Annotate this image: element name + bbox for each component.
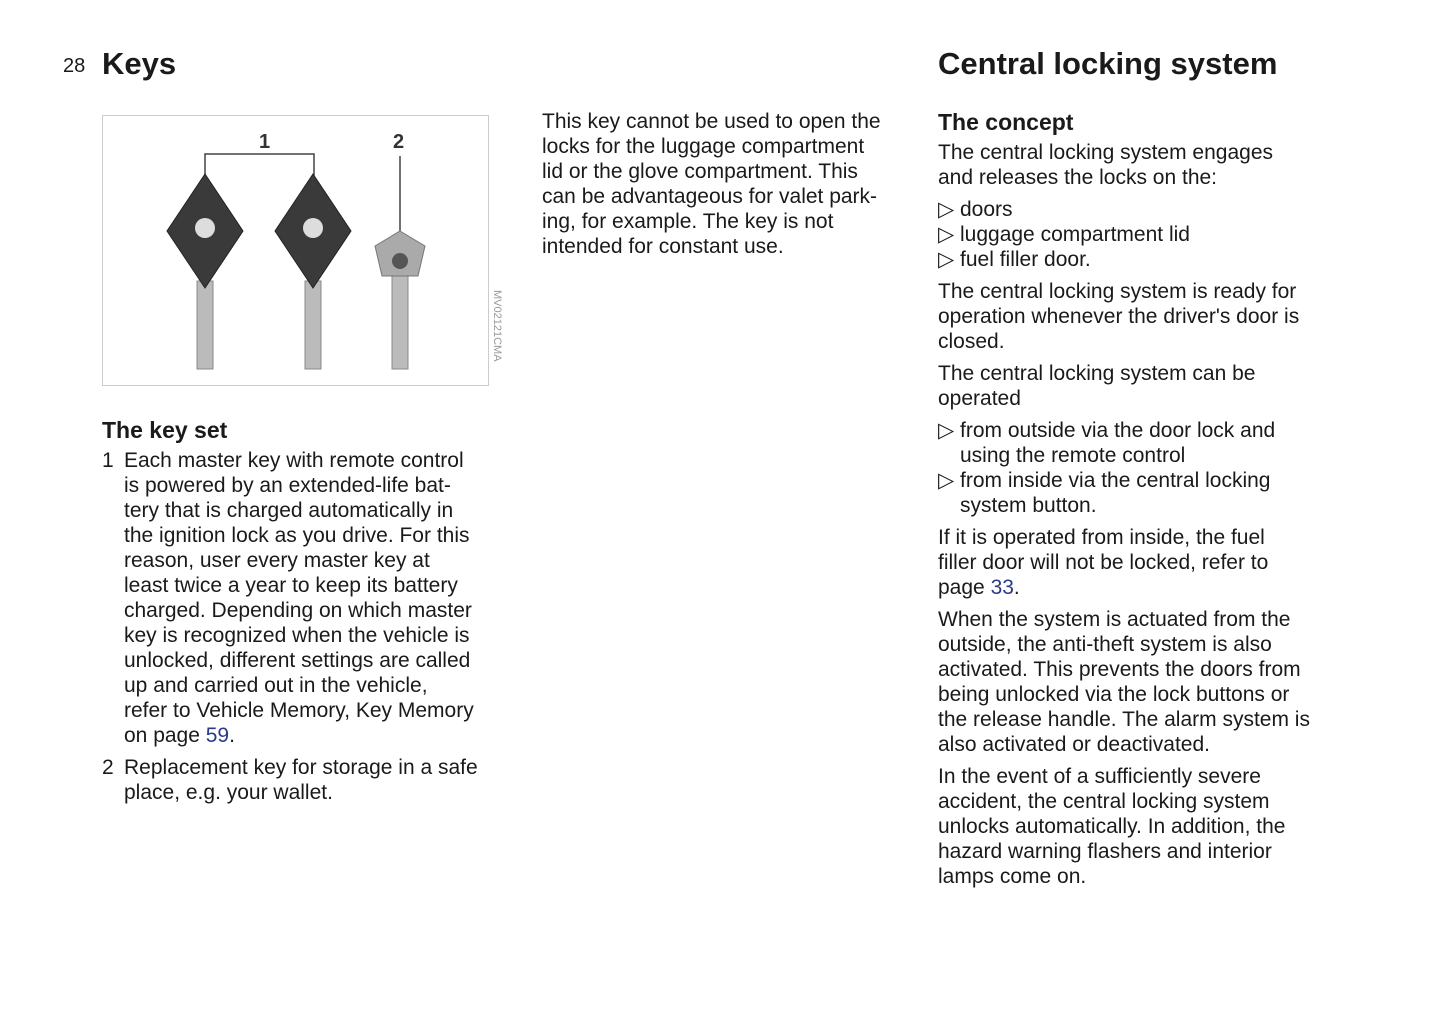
text-line: The central locking system is ready for [938,280,1297,303]
item-number: 2 [102,756,114,779]
text-line: intended for constant use. [542,235,784,258]
master-key-icon [167,174,243,369]
list-item [938,197,1310,222]
text-line: The central locking system engages [938,141,1274,164]
link-suffix: . [1013,576,1020,599]
master-key-icon [275,174,351,369]
paragraph [938,361,1310,411]
column-central-locking [938,108,1310,896]
paragraph [938,764,1310,889]
text-line: activated. This prevents the doors from [938,658,1301,681]
paragraph [938,140,1310,190]
text-line: unlocked, different settings are called [124,649,471,672]
text-line: can be advantageous for valet park- [542,185,878,208]
text-line: luggage compartment lid [960,223,1190,246]
link-prefix: page [938,576,991,599]
triangle-bullet-icon: ▷ [938,419,955,442]
text-line: hazard warning flashers and interior [938,840,1272,863]
list-item [938,222,1310,247]
text-line: unlocks automatically. In addition, the [938,815,1286,838]
text-line: Each master key with remote control [124,449,464,472]
callout-1: 1 [259,131,271,153]
bullet-list [938,197,1310,272]
text-line: also activated or deactivated. [938,733,1210,756]
text-line: closed. [938,330,1005,353]
text-line: key is recognized when the vehicle is [124,624,470,647]
text-line: using the remote control [960,444,1186,467]
text-line: filler door will not be locked, refer to [938,551,1269,574]
text-line: being unlocked via the lock buttons or [938,683,1290,706]
text-line [938,575,1310,600]
text-line: doors [960,198,1013,221]
paragraph [938,279,1310,354]
text-line: the release handle. The alarm system is [938,708,1310,731]
link-suffix: . [229,724,235,747]
numbered-item [102,448,478,748]
text-line: is powered by an extended-life bat- [124,474,451,497]
text-line: In the event of a sufficiently severe [938,765,1261,788]
text-line: lamps come on. [938,865,1087,888]
text-line: accident, the central locking system [938,790,1270,813]
text-line: the ignition lock as you drive. For this [124,524,470,547]
list-item [938,247,1310,272]
triangle-bullet-icon: ▷ [938,198,955,221]
text-line: This key cannot be used to open the [542,110,881,133]
page-link[interactable]: 33 [990,576,1014,599]
text-line: least twice a year to keep its battery [124,574,458,597]
text-line: tery that is charged automatically in [124,499,454,522]
column-key-note [542,109,881,266]
text-line: fuel filler door. [960,248,1091,271]
text-line: ing, for example. The key is not [542,210,834,233]
text-line: up and carried out in the vehicle, [124,674,428,697]
item-number: 1 [102,449,114,472]
subheading: The concept [938,109,1074,135]
list-item [938,468,1310,518]
paragraph [938,525,1310,600]
column-key-set [102,416,478,812]
text-line: operated [938,387,1021,410]
page-number: 28 [63,55,86,77]
text-line [124,723,478,748]
keys-illustration [102,115,489,386]
text-line: refer to Vehicle Memory, Key Memory [124,699,474,722]
text-line: from outside via the door lock and [960,419,1276,442]
text-line: locks for the luggage compartment [542,135,865,158]
text-line: system button. [960,494,1097,517]
triangle-bullet-icon: ▷ [938,223,955,246]
text-line: If it is operated from inside, the fuel [938,526,1265,549]
list-item [938,418,1310,468]
text-line: place, e.g. your wallet. [124,781,333,804]
link-prefix: on page [124,724,206,747]
callout-2: 2 [393,131,405,153]
triangle-bullet-icon: ▷ [938,248,955,271]
text-line: outside, the anti-theft system is also [938,633,1272,656]
paragraph [938,607,1310,757]
text-line: lid or the glove compartment. This [542,160,858,183]
figure-code: MV02121CMA [491,290,503,362]
text-line: The central locking system can be [938,362,1256,385]
section-title-central-locking: Central locking system [938,46,1278,81]
subheading: The key set [102,417,228,443]
text-line: charged. Depending on which master [124,599,472,622]
paragraph [542,109,881,259]
replacement-key-icon [375,231,425,369]
page-link[interactable]: 59 [205,724,230,747]
text-line: When the system is actuated from the [938,608,1291,631]
text-line: Replacement key for storage in a safe [124,756,478,779]
text-line: from inside via the central locking [960,469,1271,492]
text-line: and releases the locks on the: [938,166,1218,189]
text-line: reason, user every master key at [124,549,430,572]
numbered-item [102,755,478,805]
bullet-list [938,418,1310,518]
triangle-bullet-icon: ▷ [938,469,955,492]
text-line: operation whenever the driver's door is [938,305,1300,328]
section-title-keys: Keys [102,46,177,81]
